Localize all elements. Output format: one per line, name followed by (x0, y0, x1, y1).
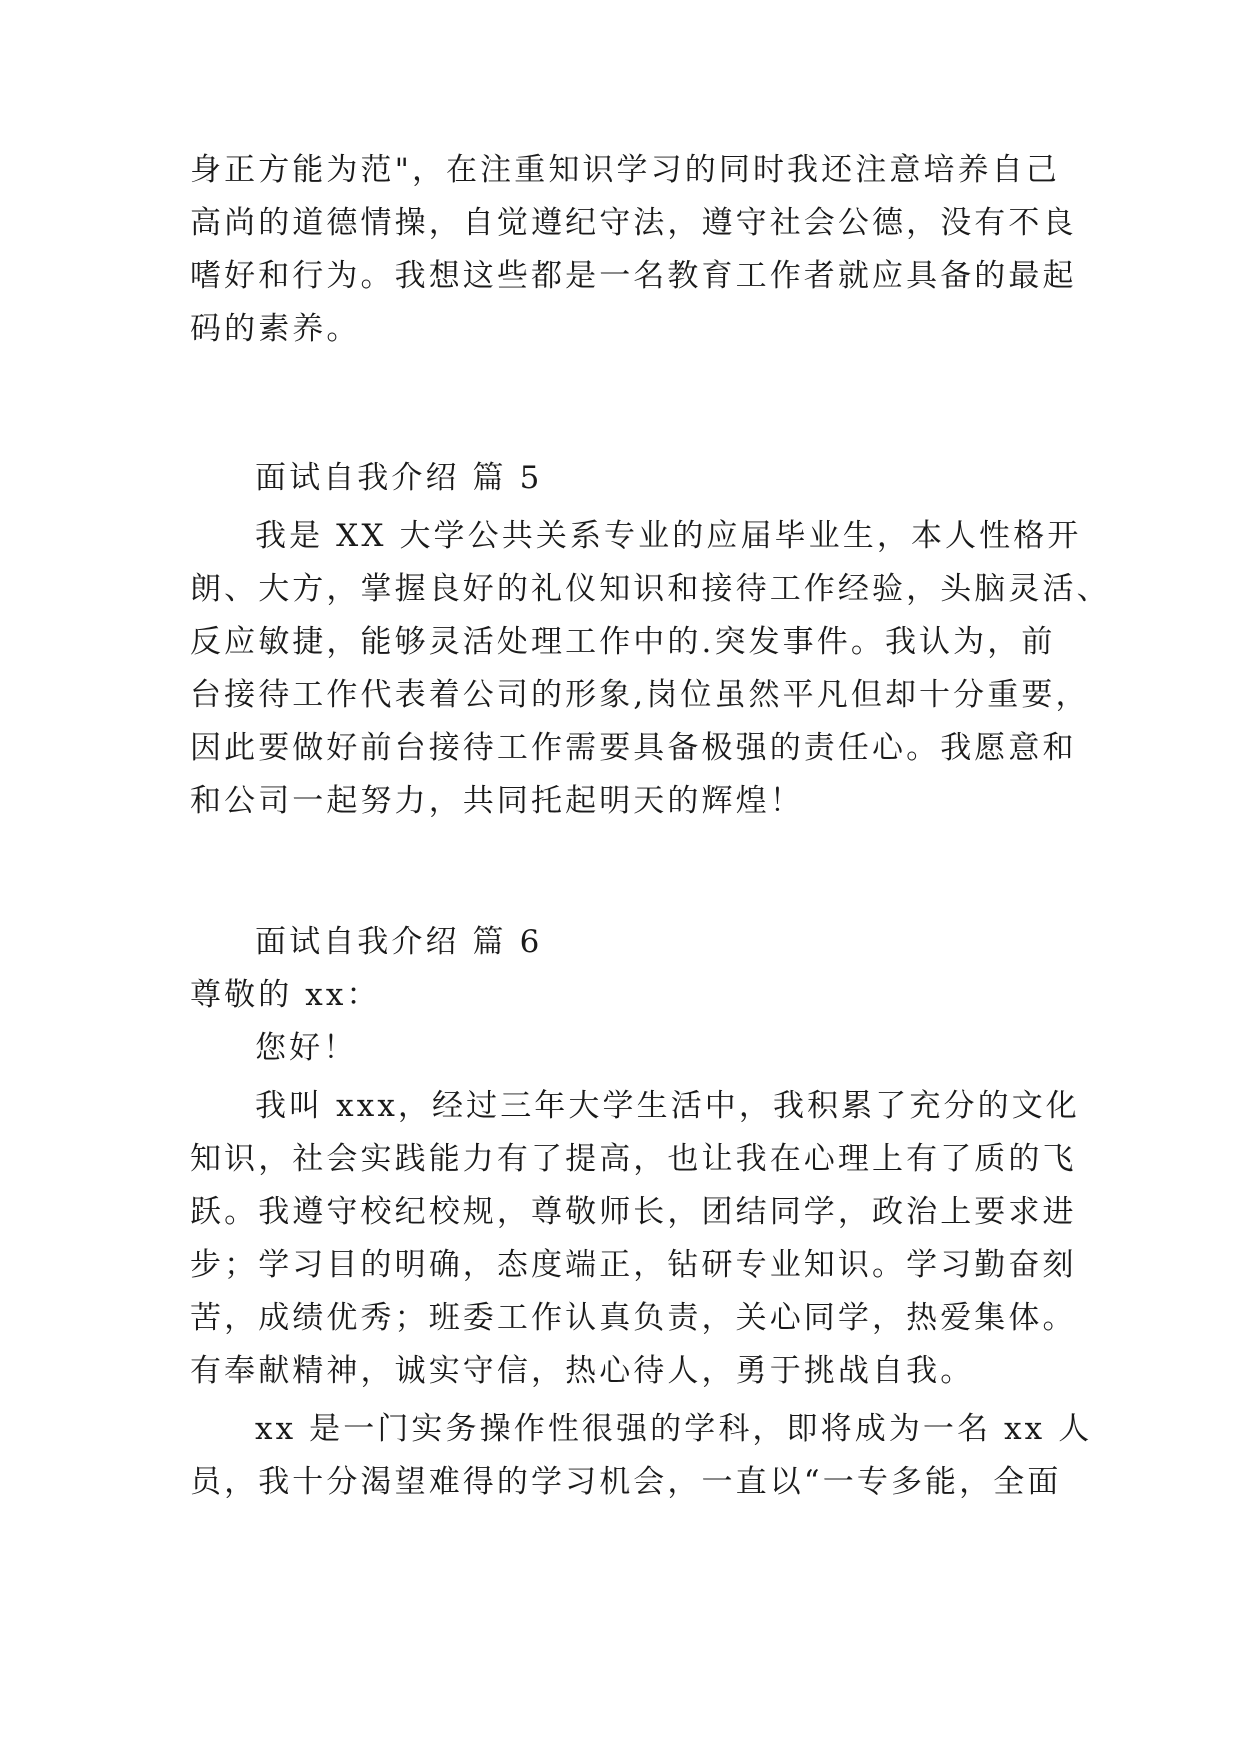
body-text-line: 反应敏捷，能够灵活处理工作中的.突发事件。我认为，前 (190, 624, 1056, 660)
body-text-line: 因此要做好前台接待工作需要具备极强的责任心。我愿意和 (190, 730, 1077, 766)
body-text-line: 朗、大方，掌握良好的礼仪知识和接待工作经验，头脑灵活、 (190, 571, 1111, 607)
greeting: 您好！ (255, 1030, 358, 1066)
body-text-line: 台接待工作代表着公司的形象,岗位虽然平凡但却十分重要， (190, 677, 1090, 713)
body-text-line: 我是 XX 大学公共关系专业的应届毕业生，本人性格开 (255, 518, 1082, 554)
body-text-line: 员，我十分渴望难得的学习机会，一直以“一专多能，全面 (190, 1464, 1062, 1500)
salutation: 尊敬的 xx： (190, 977, 381, 1013)
body-text-line: 我叫 xxx，经过三年大学生活中，我积累了充分的文化 (255, 1088, 1080, 1124)
body-text-line: 身正方能为范"，在注重知识学习的同时我还注意培养自己 (190, 152, 1060, 188)
section-heading: 面试自我介绍 篇 6 (255, 924, 543, 960)
body-text-line: 步；学习目的明确，态度端正，钻研专业知识。学习勤奋刻 (190, 1247, 1077, 1283)
section-heading: 面试自我介绍 篇 5 (255, 460, 543, 496)
body-text-line: 跃。我遵守校纪校规，尊敬师长，团结同学，政治上要求进 (190, 1194, 1077, 1230)
body-text-line: 知识，社会实践能力有了提高，也让我在心理上有了质的飞 (190, 1141, 1077, 1177)
body-text-line: 苦，成绩优秀；班委工作认真负责，关心同学，热爱集体。 (190, 1300, 1077, 1336)
body-text-line: xx 是一门实务操作性很强的学科，即将成为一名 xx 人 (255, 1411, 1093, 1447)
body-text-line: 有奉献精神，诚实守信，热心待人，勇于挑战自我。 (190, 1353, 975, 1389)
body-text-line: 嗜好和行为。我想这些都是一名教育工作者就应具备的最起 (190, 258, 1077, 294)
body-text-line: 高尚的道德情操，自觉遵纪守法，遵守社会公德，没有不良 (190, 205, 1077, 241)
body-text-line: 和公司一起努力，共同托起明天的辉煌！ (190, 783, 804, 819)
body-text-line: 码的素养。 (190, 311, 361, 347)
